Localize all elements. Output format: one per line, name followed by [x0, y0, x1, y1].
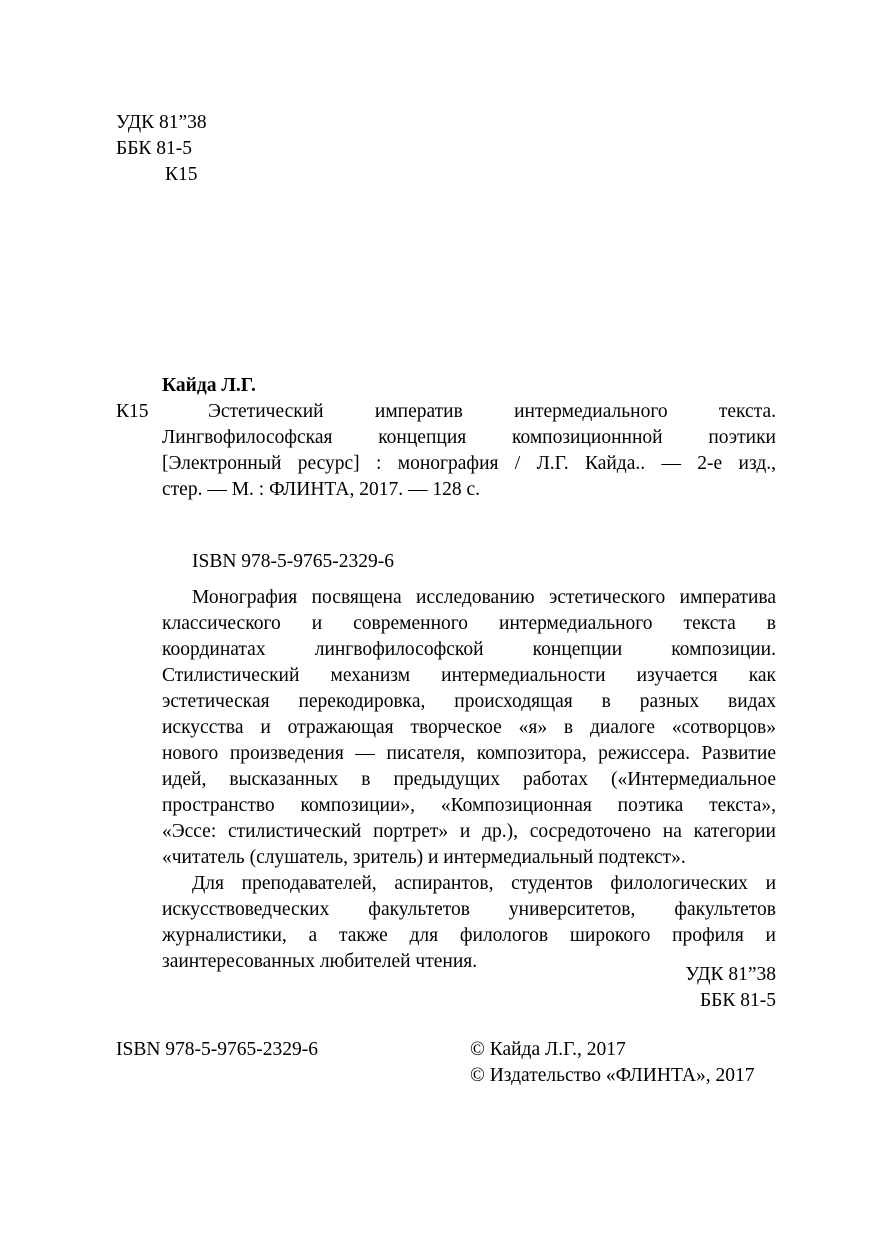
bibliographic-line: стер. — М. : ФЛИНТА, 2017. — 128 с.: [162, 479, 480, 500]
isbn-line: ISBN 978-5-9765-2329-6: [192, 551, 395, 572]
bibliographic-line: [Электронный ресурс] : монография / Л.Г. Кайда.. — 2-е изд.,: [162, 453, 776, 474]
annotation-line: заинтересованных любителей чтения.: [162, 951, 478, 972]
annotation-bbk: ББК 81-5: [699, 990, 776, 1011]
annotation-line: «читатель (слушатель, зритель) и интермедиальный подтекст».: [162, 847, 686, 868]
annotation-line: Монография посвящена исследованию эстетического императива: [192, 587, 776, 608]
annotation-line: журналистики, а также для филологов широкого профиля и: [162, 925, 776, 946]
author-mark: К15: [165, 164, 198, 185]
author-heading: Кайда Л.Г.: [162, 375, 256, 396]
annotation-line: Стилистический механизм интермедиальности изучается как: [162, 665, 776, 686]
annotation-line: эстетическая перекодировка, происходящая в разных видах: [162, 691, 776, 712]
copyright-publisher: © Издательство «ФЛИНТА», 2017: [470, 1065, 755, 1086]
annotation-line: идей, высказанных в предыдущих работах («Интермедиальное: [162, 769, 776, 790]
annotation-line: координатах лингвофилософской концепции композиции.: [162, 639, 776, 660]
annotation-line: пространство композиции», «Композиционная поэтика текста»,: [162, 795, 776, 816]
bibliographic-description: [162, 399, 776, 503]
annotation-line: нового произведения — писателя, композитора, режиссера. Развитие: [162, 743, 776, 764]
annotation-line: «Эссе: стилистический портрет» и др.), сосредоточено на категории: [162, 821, 776, 842]
bibliographic-mark: К15: [116, 401, 149, 422]
bibliographic-line: Эстетический императив интермедиального текста.: [208, 401, 776, 422]
annotation-line: искусствоведческих факультетов университетов, факультетов: [162, 899, 776, 920]
annotation-line: Для преподавателей, аспирантов, студентов филологических и: [192, 873, 776, 894]
footer-isbn: ISBN 978-5-9765-2329-6: [116, 1039, 319, 1060]
bbk-code: ББК 81-5: [116, 138, 193, 159]
udk-code: УДК 81”38: [116, 112, 207, 133]
bibliographic-line: Лингвофилософская концепция композиционнной поэтики: [162, 427, 776, 448]
annotation-line: искусства и отражающая творческое «я» в диалоге «сотворцов»: [162, 717, 776, 738]
annotation-paragraph-2: [162, 871, 776, 975]
annotation-udk: УДК 81”38: [685, 964, 776, 985]
copyright-author: © Кайда Л.Г., 2017: [470, 1039, 626, 1060]
annotation-line: классического и современного интермедиального текста в: [162, 613, 776, 634]
annotation-paragraph-1: [162, 585, 776, 871]
